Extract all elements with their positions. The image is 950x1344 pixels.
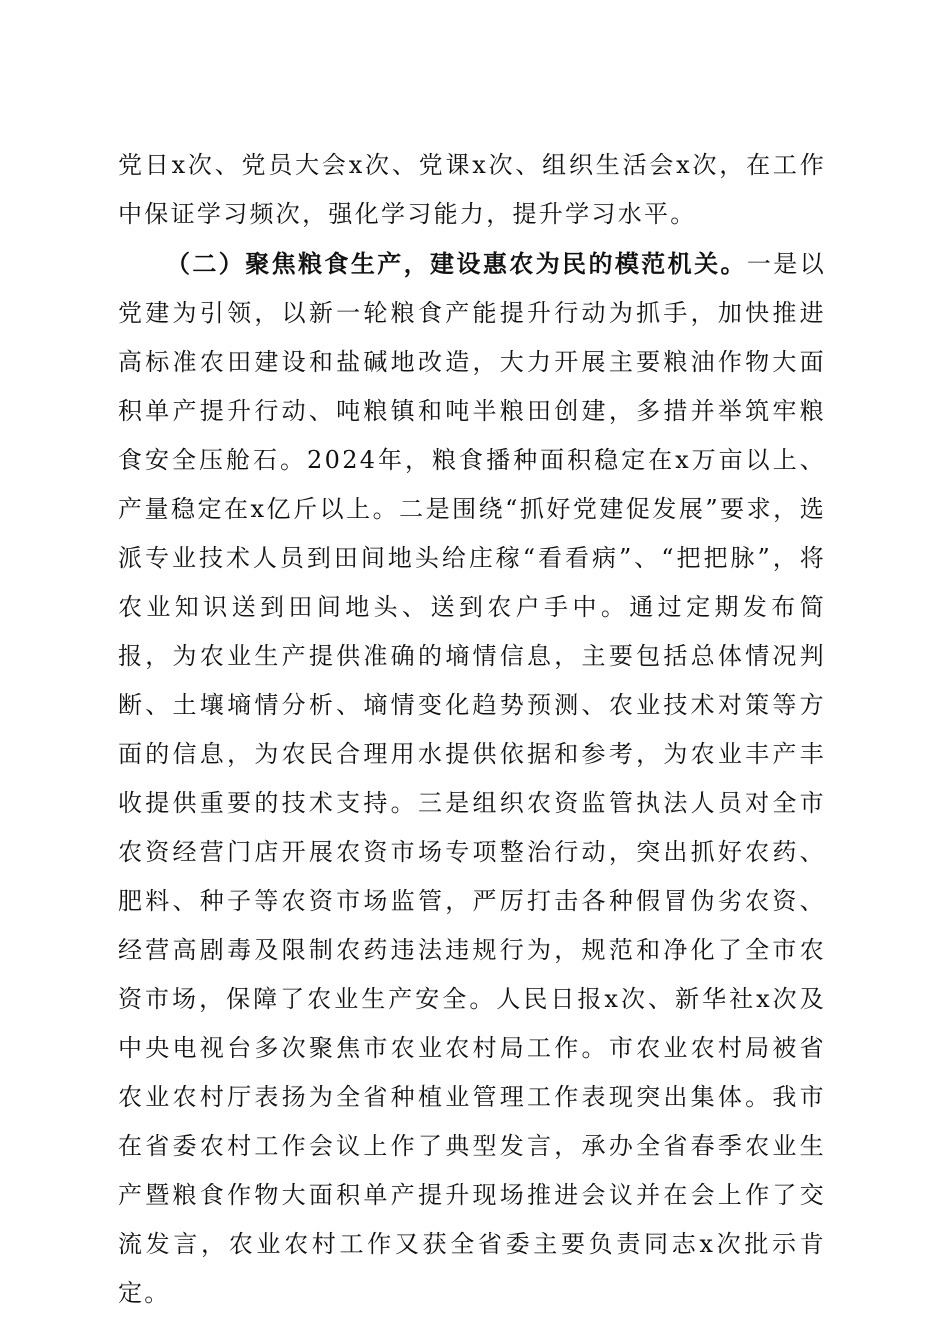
section-heading: （二）聚焦粮食生产，建设惠农为民的模范机关。 xyxy=(166,249,747,278)
paragraph-grain-production xyxy=(118,239,826,1318)
section-body-text: 一是以党建为引领，以新一轮粮食产能提升行动为抓手，加快推进高标准农田建设和盐碱地改造，大力开展主要粮油作物大面积单产提升行动、吨粮镇和吨半粮田创建，多措并举筑牢粮食安全压舱石。2024年，粮食播种面积稳定在x万亩以上、产量稳定在x亿斤以上。二是围绕“抓好党建促发展”要求，选派专业技术人员到田间地头给庄稼“看看病”、“把把脉”，将农业知识送到田间地头、送到农户手中。通过定期发布简报，为农业生产提供准确的墒情信息，主要包括总体情况判断、土壤墒情分析、墒情变化趋势预测、农业技术对策等方面的信息，为农民合理用水提供依据和参考，为农业丰产丰收提供重要的技术支持。三是组织农资监管执法人员对全市农资经营门店开展农资市场专项整治行动，突出抓好农药、肥料、种子等农资市场监管，严厉打击各种假冒伪劣农资、经营高剧毒及限制农药违法违规行为，规范和净化了全市农资市场，保障了农业生产安全。人民日报x次、新华社x次及中央电视台多次聚焦市农业农村局工作。市农业农村局被省农业农村厅表扬为全省种植业管理工作表现突出集体。我市在省委农村工作会议上作了典型发言，承办全省春季农业生产暨粮食作物大面积单产提升现场推进会议并在会上作了交流发言，农业农村工作又获全省委主要负责同志x次批示肯定。 xyxy=(118,250,826,1307)
paragraph-continuation: 党日x次、党员大会x次、党课x次、组织生活会x次，在工作中保证学习频次，强化学习能力，提升学习水平。 xyxy=(118,151,826,228)
document-body xyxy=(118,141,826,1318)
